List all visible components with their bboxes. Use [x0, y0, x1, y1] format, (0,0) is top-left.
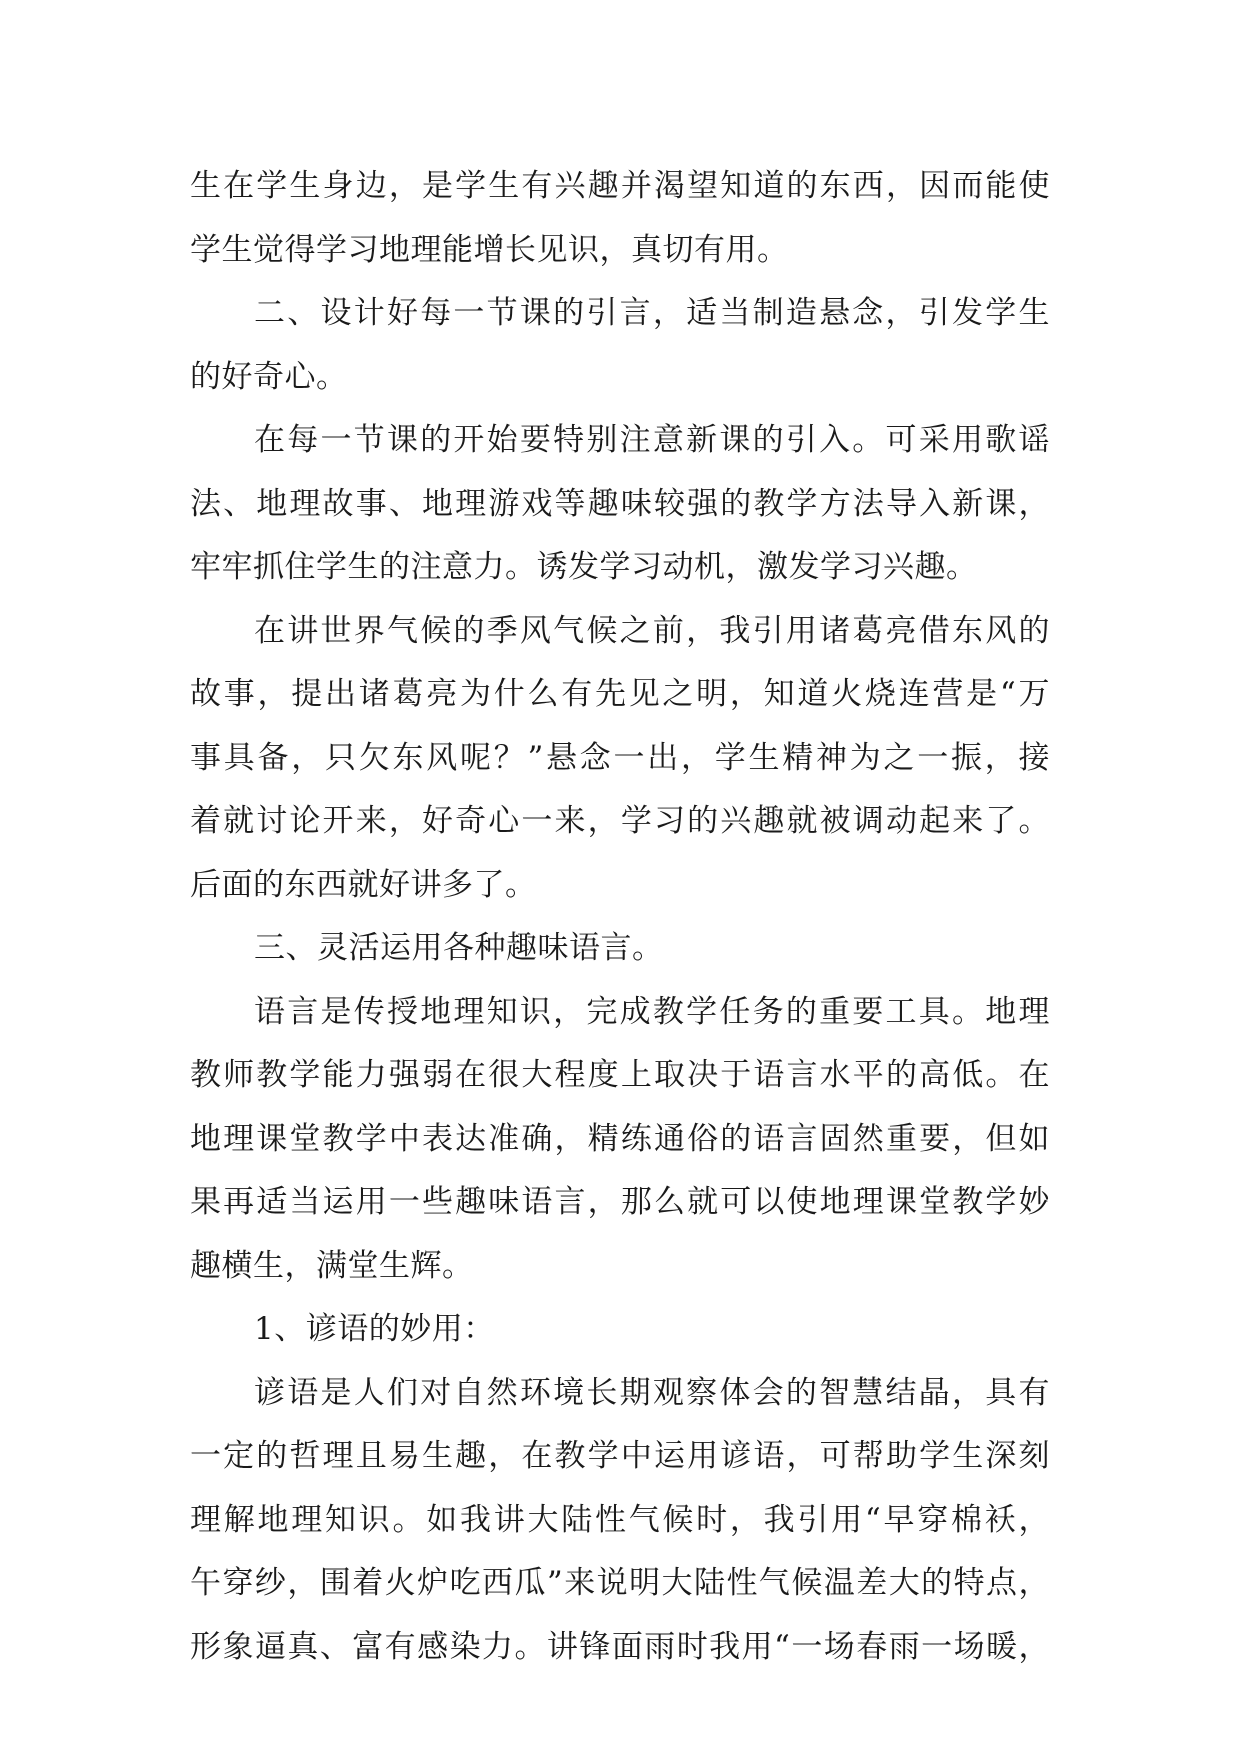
text-line: 形象逼真、富有感染力。讲锋面雨时我用“一场春雨一场暖，	[190, 1628, 1050, 1665]
text-line: 法、地理故事、地理游戏等趣味较强的教学方法导入新课，	[190, 485, 1050, 522]
text-line: 果再适当运用一些趣味语言，那么就可以使地理课堂教学妙	[190, 1184, 1050, 1220]
text-line: 生在学生身边，是学生有兴趣并渴望知道的东西，因而能使	[190, 168, 1050, 204]
text-line: 的好奇心。	[190, 358, 348, 395]
text-line: 事具备，只欠东风呢？”悬念一出，学生精神为之一振，接	[190, 739, 1050, 776]
text-line: 后面的东西就好讲多了。	[190, 866, 537, 903]
text-line: 学生觉得学习地理能增长见识，真切有用。	[190, 231, 789, 268]
paragraph-first-line: 谚语是人们对自然环境长期观察体会的智慧结晶，具有	[254, 1374, 1050, 1411]
text-line: 趣横生，满堂生辉。	[190, 1247, 474, 1284]
paragraph-first-line: 在讲世界气候的季风气候之前，我引用诸葛亮借东风的	[254, 612, 1050, 649]
paragraph-first-line: 语言是传授地理知识，完成教学任务的重要工具。地理	[254, 993, 1050, 1030]
text-line: 教师教学能力强弱在很大程度上取决于语言水平的高低。在	[190, 1057, 1050, 1093]
paragraph-first-line: 二、设计好每一节课的引言，适当制造悬念，引发学生	[254, 295, 1050, 331]
paragraph-first-line: 在每一节课的开始要特别注意新课的引入。可采用歌谣	[254, 422, 1050, 458]
text-line: 着就讨论开来，好奇心一来，学习的兴趣就被调动起来了。	[190, 803, 1050, 839]
text-line: 午穿纱，围着火炉吃西瓜”来说明大陆性气候温差大的特点，	[190, 1565, 1050, 1601]
text-line: 地理课堂教学中表达准确，精练通俗的语言固然重要，但如	[190, 1120, 1050, 1157]
paragraph-first-line: 三、灵活运用各种趣味语言。	[254, 930, 664, 966]
text-line: 故事，提出诸葛亮为什么有先见之明，知道火烧连营是“万	[190, 676, 1050, 712]
document-body	[190, 155, 1050, 1679]
text-line: 牢牢抓住学生的注意力。诱发学习动机，激发学习兴趣。	[190, 549, 978, 585]
text-line: 一定的哲理且易生趣，在教学中运用谚语，可帮助学生深刻	[190, 1438, 1050, 1474]
text-line: 理解地理知识。如我讲大陆性气候时，我引用“早穿棉袄，	[190, 1501, 1050, 1538]
paragraph-first-line: 1、谚语的妙用：	[254, 1311, 495, 1347]
